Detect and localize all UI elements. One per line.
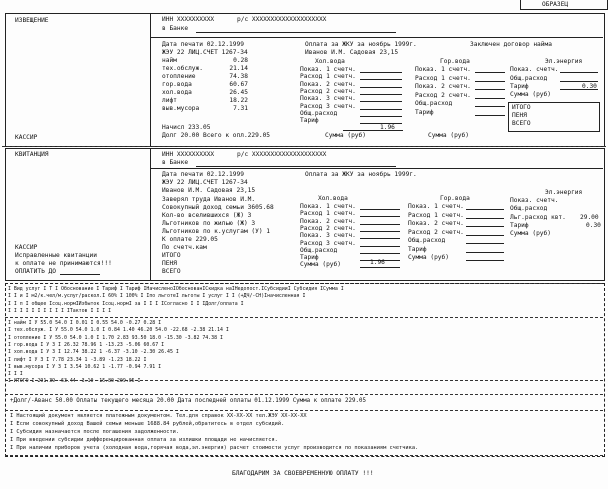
receipt-hol-tariff: 1.96 <box>370 259 385 266</box>
receipt-gor-title: Гор.вода <box>440 195 470 202</box>
el-row: Тариф <box>510 221 529 229</box>
charge-name: хол.вода <box>162 89 192 96</box>
receipt-line: ПЕНЯ <box>162 260 177 267</box>
receipt-not-accepted: к оплате не принимаются!!! <box>15 260 112 267</box>
detail-head-line <box>5 317 603 318</box>
notice-gor-sum: Сумма (руб) <box>428 132 469 139</box>
gor-row-line <box>466 209 504 210</box>
gor-row-line <box>466 252 504 253</box>
detail-head-line: I I I I I I I I I I IТактов I I I I <box>8 308 112 315</box>
charge-value: 21.14 <box>229 65 248 72</box>
hol-row-line <box>360 209 400 210</box>
gor-row: Тариф <box>408 245 427 253</box>
receipt-line: Заверял труда Иванов И.М. <box>162 196 256 203</box>
detail-row: I I I <box>8 371 23 378</box>
detail-row: I хол.вода I У 3 I 12.74 38.22 1 -6.37 -3.10 -2.30 26.45 I <box>8 349 179 356</box>
hol-row-line <box>360 253 400 254</box>
hol-row: Показ. 1 счетч. <box>300 203 356 210</box>
charge-value: 74.38 <box>229 73 248 80</box>
detail-row: I ИТОГО I 291.39 -63.44 -3.10 -15.80 209.05 I <box>8 378 141 385</box>
detail-note: I При наличии приборов учета (холодная вода,горячая вода,эл.энергия) расчет стоимости услуг производится по показаниям счетчика. <box>10 445 419 451</box>
charge-name: выв.мусора <box>162 105 200 112</box>
notice-divider <box>150 13 151 146</box>
receipt-bank-line <box>196 166 396 167</box>
detail-note: I Если совокупный доход Вашей семьи меньше 1688.84 рублей,обратитесь в отдел субсидий. <box>10 421 285 427</box>
hol-row: Расход 1 счетч. <box>300 73 356 81</box>
cut-line <box>2 146 606 147</box>
receipt-payment-for: Оплата за ЖКУ за ноябрь 1999г. <box>305 171 417 178</box>
hol-row: Общ.расход <box>300 109 338 117</box>
detail-row: I отопление I У 55.0 54.0 1.0 I 1.70 2.83 93.50 18.0 -15.30 -3.82 74.38 I <box>8 334 223 341</box>
charge-value: 7.31 <box>233 105 248 112</box>
total-label: ВСЕГО <box>512 120 531 127</box>
notice-rs: р/с XXXXXXXXXXXXXXXXXXXX <box>237 16 327 23</box>
hol-row: Сумма (руб) <box>300 261 341 269</box>
notice-bank-line <box>196 32 396 33</box>
detail-row: I тех.обслуж. I У 55.0 54.0 1.0 I 0.84 1.40 46.20 54.0 -22.68 -2.38 21.14 I <box>8 327 229 334</box>
detail-row: I выв.мусора I У 3 I 3.54 10.62 1 -1.77 -0.94 7.91 I <box>8 363 162 370</box>
gor-row: Общ.расход <box>408 237 446 244</box>
hol-row: Показ. 2 счетч. <box>300 80 356 88</box>
notice-bank: в Банке <box>162 25 189 32</box>
hol-row: Расход 3 счетч. <box>300 102 356 110</box>
charge-value: 18.22 <box>229 97 248 104</box>
hol-row-line <box>360 246 400 247</box>
hol-row-line <box>360 79 402 80</box>
charge-value: 26.45 <box>229 89 248 96</box>
hol-row-line <box>360 224 400 225</box>
receipt-name-address: Иванов И.М. Садовая 23,15 <box>162 187 256 194</box>
notice-label: ИЗВЕЩЕНИЕ <box>15 17 49 24</box>
hol-row: Расход 2 счетч. <box>300 87 356 95</box>
receipt-bank: в Банке <box>162 159 189 166</box>
notice-contract-hint: Заключен договор найма <box>470 41 552 48</box>
gor-row: Показ. 1 счетч. <box>415 66 471 73</box>
detail-head-line: I I п I общее Iсоц.нормIИзбыток Iсоц.нормI за I I I IСогласно I I IДолг/оплата I <box>8 300 244 307</box>
receipt-inn: ИНН XXXXXXXXXX <box>162 151 215 158</box>
notice-zhu-account: ЖЭУ 22 ЛИЦ.СЧЕТ 1267-34 <box>162 49 248 56</box>
gor-row-line <box>475 115 505 116</box>
detail-notes-line <box>5 410 603 411</box>
detail-payline: +Долг/-Аванс 50.00 Оплаты текущего месяца 20.00 Дата последней оплаты 01.12.1999 Сумма к оплате 229.05 <box>10 398 366 404</box>
hol-row-line <box>360 109 402 110</box>
el-row: Показ. счетч. <box>510 66 559 73</box>
notice-el-title: Эл.энергия <box>545 58 583 65</box>
notice-debt: Долг 20.00 Всего к опл.229.05 <box>162 132 271 139</box>
gor-row-line <box>466 235 504 236</box>
detail-note: I Настоящий документ является платежным документом. Тел.для справок XX-XX-XX тел.ЖЭУ XX-XX-XX <box>10 413 307 419</box>
gor-row: Показ. 2 счетч. <box>408 220 464 227</box>
hol-row: Расход 2 счетч. <box>300 224 356 232</box>
receipt-el-tariff: 0.30 <box>586 222 601 229</box>
notice-cashier: КАССИР <box>15 134 38 141</box>
charge-value: 60.67 <box>229 81 248 88</box>
notice-sep <box>151 37 603 38</box>
receipt-el-title: Эл.энергия <box>545 189 583 196</box>
notice-el-sum: Сумма (руб) <box>510 91 551 98</box>
notice-el-tariff: 0.30 <box>582 83 597 90</box>
notice-total-sum: Сумма (руб) <box>325 132 366 139</box>
notice-payment-for: Оплата за ЖКУ за ноябрь 1999г. <box>305 41 417 48</box>
gor-row: Показ. 2 счетч. <box>415 83 471 90</box>
detail-note: I При введении субсидии дифференцированная оплата за излишки площади не начисляется. <box>10 437 278 443</box>
hol-row-line <box>360 238 400 239</box>
charge-name: лифт <box>162 97 177 104</box>
el-row: Показ. счетч. <box>510 197 559 204</box>
gor-row: Расход 2 счетч. <box>415 91 471 99</box>
thanks-message: БЛАГОДАРИМ ЗА СВОЕВРЕМЕННУЮ ОПЛАТУ !!! <box>232 470 374 477</box>
detail-head-line: I I и I м2/к.чел/м.услуг/раскол.I 60% I 100% I Iпо льготеI льготы I услуг I I (+ДЧ/-СН)Iначисленная I <box>8 293 306 300</box>
gor-row-line <box>466 243 504 244</box>
el-row-line <box>560 72 598 73</box>
receipt-line: ИТОГО <box>162 252 181 259</box>
gor-row-line <box>475 98 505 99</box>
gor-row: Расход 2 счетч. <box>408 228 464 236</box>
el-row: Льг.расход квт. <box>510 213 566 221</box>
gor-row: Тариф <box>415 108 434 116</box>
hol-row-line <box>360 72 402 73</box>
receipt-pay-by: ОПЛАТИТЬ ДО <box>15 268 56 275</box>
receipt-rs: р/с XXXXXXXXXXXXXXXXXXXX <box>237 151 327 158</box>
receipt-line: ВСЕГО <box>162 268 181 275</box>
hol-row: Общ.расход <box>300 246 338 254</box>
gor-row: Расход 1 счетч. <box>415 74 471 82</box>
receipt-label: КВИТАНЦИЯ <box>15 151 49 158</box>
gor-row-line <box>475 72 505 73</box>
el-row: Общ.расход <box>510 205 548 213</box>
hol-row: Тариф <box>300 117 319 125</box>
detail-note: I Субсидия назначается после погашения задолженности. <box>10 429 180 435</box>
receipt-line: Льготников по жилью (Ж) 3 <box>162 220 256 227</box>
notice-hol-title: Хол.вода <box>315 58 345 65</box>
gor-row: Расход 1 счетч. <box>408 211 464 219</box>
receipt-line: Кол-во вселившихся (Ж) 3 <box>162 212 252 219</box>
gor-row-line <box>475 106 505 107</box>
el-row: Общ.расход <box>510 74 548 82</box>
hol-row: Показ. 3 счетч. <box>300 232 356 240</box>
receipt-line: Льготников по к.услугам (У) 1 <box>162 228 271 235</box>
receipt-sep <box>151 168 603 169</box>
receipt-print-date: Дата печати 02.12.1999 <box>162 171 244 178</box>
hol-row-line <box>360 216 400 217</box>
total-label: ПЕНЯ <box>512 112 527 119</box>
receipt-cashier: КАССИР <box>15 244 38 251</box>
gor-row-line <box>466 218 504 219</box>
receipt-corrections: Исправленные квитанции <box>15 252 97 259</box>
gor-row-line <box>475 81 505 82</box>
hol-row: Показ. 1 счетч. <box>300 66 356 73</box>
detail-head-line: I Вид услуг I Т I Обоснование I Тариф I Тариф IНачисленоIОбоснованIСкидка наIНедопост.IСубсидииI Субсидия IСумма I <box>8 286 344 292</box>
gor-row: Сумма (руб) <box>408 254 449 261</box>
hol-row-line <box>360 101 402 102</box>
charge-name: найм <box>162 57 177 64</box>
sample-stamp: ОБРАЗЕЦ <box>542 1 569 8</box>
receipt-line: По счетч.кам <box>162 244 207 251</box>
detail-row: I гор.вода I У 3 I 26.32 78.96 1 -13.23 -5.06 60.67 I <box>8 341 165 348</box>
gor-row: Общ.расход <box>415 100 453 107</box>
el-row: Тариф <box>510 83 529 90</box>
hol-row-line <box>360 267 400 268</box>
notice-gor-title: Гор.вода <box>440 58 470 65</box>
hol-row: Тариф <box>300 254 319 262</box>
detail-row: I лифт I У 3 I 7.78 23.34 1 -3.89 -1.23 18.22 I <box>8 356 147 363</box>
receipt-line: Совокупный доход семьи 3605.68 <box>162 204 274 211</box>
el-row: Сумма (руб) <box>510 230 551 238</box>
charge-name: отопление <box>162 73 196 80</box>
detail-bottom-line <box>5 455 603 456</box>
gor-row-line <box>466 260 504 261</box>
notice-name-address: Иванов И.М. Садовая 23,15 <box>305 49 399 56</box>
charge-value: 0.28 <box>233 57 248 64</box>
hol-row: Показ. 3 счетч. <box>300 95 356 103</box>
hol-row: Расход 1 счетч. <box>300 210 356 218</box>
notice-hol-tariff-line <box>343 130 403 131</box>
hol-row: Расход 3 счетч. <box>300 239 356 247</box>
charge-name: тех.обслуж. <box>162 65 203 72</box>
receipt-line: К оплате 229.05 <box>162 236 218 243</box>
hol-row-line <box>360 94 402 95</box>
receipt-pay-by-line <box>60 274 100 275</box>
detail-total-line <box>5 380 603 381</box>
hol-row-line <box>360 116 402 117</box>
detail-pay-line-top <box>5 394 603 395</box>
charge-name: гор.вода <box>162 81 192 88</box>
notice-hol-tariff: 1.96 <box>380 124 395 131</box>
receipt-hol-title: Хол.вода <box>318 195 348 202</box>
notice-print-date: Дата печати 02.12.1999 <box>162 41 244 48</box>
detail-row: I найм I У 55.0 54.0 I 0.01 I 0.55 54.0 -0.27 0.28 I <box>8 320 162 326</box>
notice-accrued: Начисл 233.05 <box>162 124 211 131</box>
hol-row-line <box>360 231 400 232</box>
notice-inn: ИНН XXXXXXXXXX <box>162 16 215 23</box>
el-row-line <box>560 81 598 82</box>
hol-row: Показ. 2 счетч. <box>300 217 356 225</box>
gor-row-line <box>475 89 505 90</box>
gor-row-line <box>466 226 504 227</box>
gor-row: Показ. 1 счетч. <box>408 203 464 210</box>
total-label: ИТОГО <box>512 104 531 111</box>
receipt-zhu-account: ЖЭУ 22 ЛИЦ.СЧЕТ 1267-34 <box>162 179 248 186</box>
hol-row-line <box>360 87 402 88</box>
receipt-el-lg: 29.00 <box>580 214 599 221</box>
